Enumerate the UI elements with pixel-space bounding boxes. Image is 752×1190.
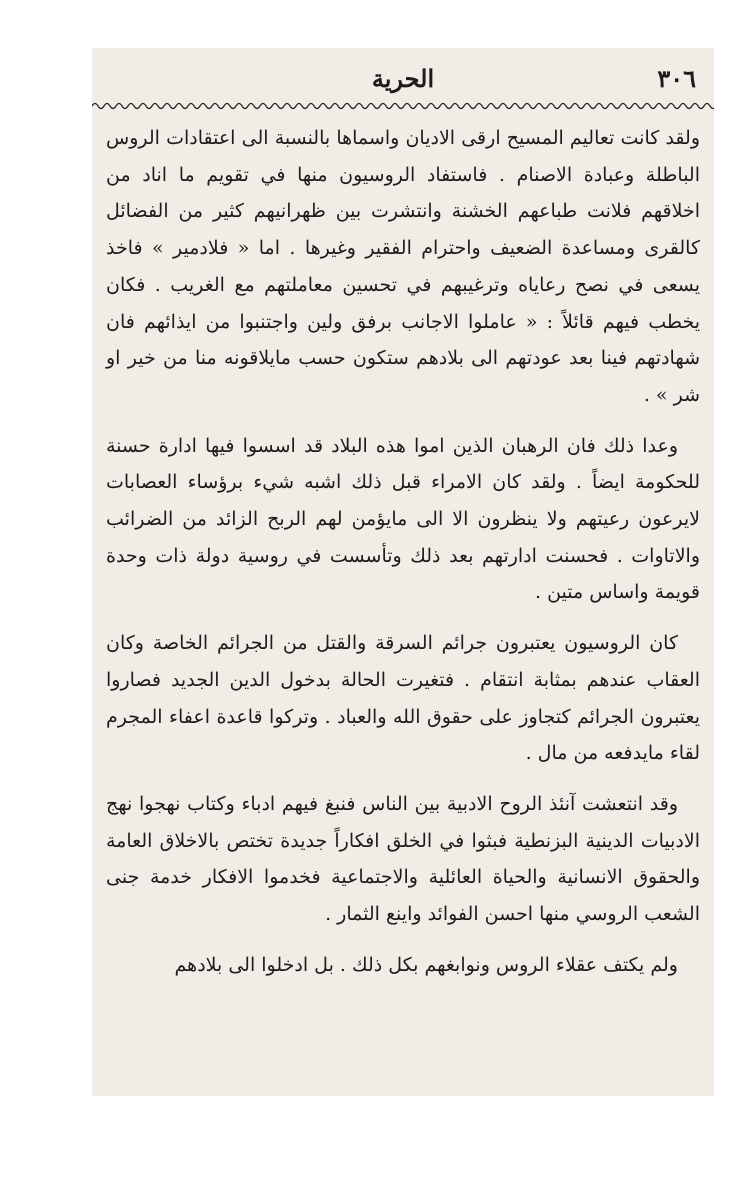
body-text bbox=[106, 120, 700, 983]
scanned-page bbox=[92, 48, 714, 1096]
paragraph-1: ولقد كانت تعاليم المسيح ارقى الاديان واسماها بالنسبة الى اعتقادات الروس الباطلة وعبادة الاصنام . فاستفاد الروسيون منها في تقويم ما اناد من اخلاقهم فلانت طباعهم الخشنة وانتشرت بين ظهرانيهم كثير من الفضائل كالقرى ومساعدة الضعيف واحترام الفقير وغيرها . اما « فلادمير » فاخذ يسعى في نصح رعاياه وترغيبهم في تحسين معاملتهم مع الغريب . فكان يخطب فيهم قائلاً : « عاملوا الاجانب برفق ولين واجتنبوا من ايذائهم فان شهادتهم فينا بعد عودتهم الى بلادهم ستكون حسب مايلاقونه منا من خير او شر » . bbox=[106, 127, 700, 406]
wavy-header-rule bbox=[92, 100, 714, 112]
paragraph-3: كان الروسيون يعتبرون جرائم السرقة والقتل من الجرائم الخاصة وكان العقاب عندهم بمثابة انتقام . فتغيرت الحالة بدخول الدين الجديد فصاروا يعتبرون الجرائم كتجاوز على حقوق الله والعباد . وتركوا قاعدة اعفاء المجرم لقاء مايدفعه من مال . bbox=[106, 632, 700, 765]
page-header bbox=[92, 60, 714, 100]
paragraph-5: ولم يكتف عقلاء الروس ونوابغهم بكل ذلك . بل ادخلوا الى بلادهم bbox=[174, 953, 678, 976]
paragraph-4: وقد انتعشت آنئذ الروح الادبية بين الناس فنبغ فيهم ادباء وكتاب نهجوا نهج الادبيات الدينية البزنطية فبثوا في الخلق افكاراً جديدة تختص بالاخلاق العامة والحقوق الانسانية والحياة العائلية والاجتماعية فخدموا الافكار خدمة جنى الشعب الروسي منها احسن الفوائد واينع الثمار . bbox=[106, 792, 700, 926]
page-number: ٣٠٦ bbox=[657, 64, 696, 93]
running-title: الحرية bbox=[371, 64, 435, 93]
paragraph-2: وعدا ذلك فان الرهبان الذين اموا هذه البلاد قد اسسوا فيها ادارة حسنة للحكومة ايضاً . ولقد كان الامراء قبل ذلك اشبه شيء برؤساء العصابات لايرعون رعيتهم ولا ينظرون الا الى مايؤمن لهم الربح الزائد من الضرائب والاتاوات . فحسنت ادارتهم بعد ذلك وتأسست في روسية دولة ذات وحدة قويمة واساس متين . bbox=[106, 434, 700, 604]
